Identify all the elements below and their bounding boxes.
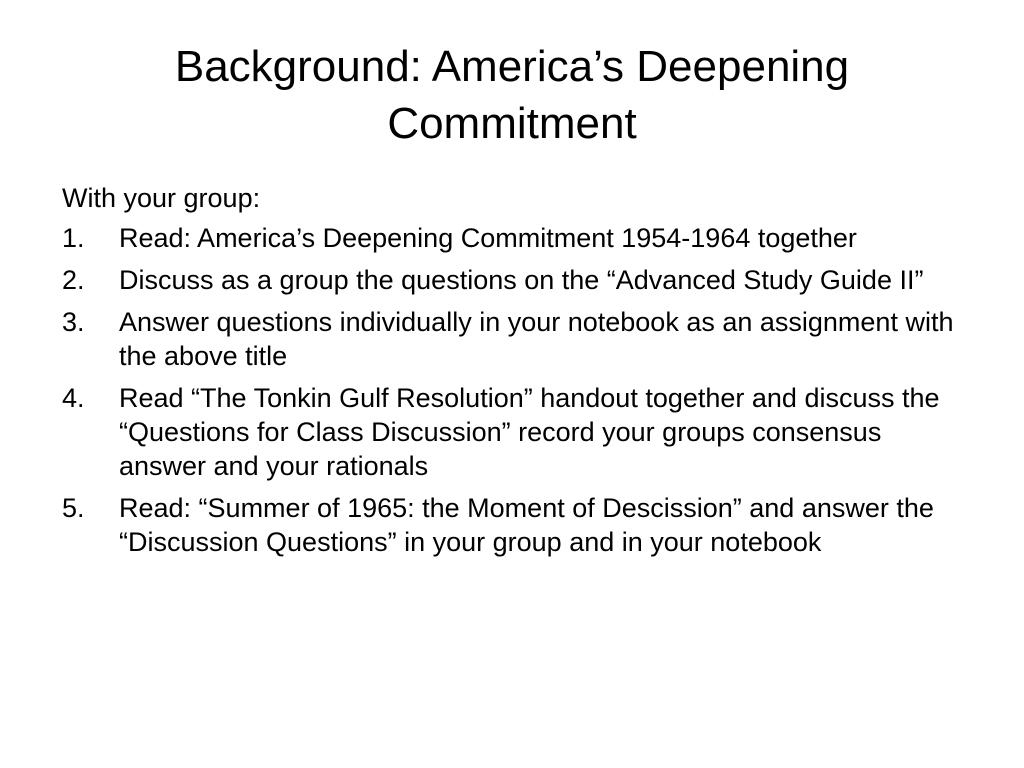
- list-item: [62, 221, 962, 255]
- step-list: [62, 221, 962, 559]
- item-text: Read “The Tonkin Gulf Resolution” handout together and discuss the “Questions for Class Discussion” record your groups consensus answer and your rationals: [119, 383, 940, 481]
- item-text: Answer questions individually in your notebook as an assignment with the above title: [119, 307, 954, 371]
- item-number: 2.: [62, 265, 85, 295]
- item-number: 1.: [62, 223, 85, 253]
- list-item: [62, 491, 962, 559]
- list-item: [62, 263, 962, 297]
- item-number: 3.: [62, 307, 85, 337]
- list-item: [62, 305, 962, 373]
- item-number: 4.: [62, 383, 85, 413]
- list-item: [62, 381, 962, 483]
- item-text: Read: “Summer of 1965: the Moment of Descission” and answer the “Discussion Questions” in your group and in your notebook: [119, 493, 934, 557]
- slide-body: [62, 181, 962, 567]
- item-text: Discuss as a group the questions on the “Advanced Study Guide II”: [119, 265, 924, 295]
- item-number: 5.: [62, 493, 85, 523]
- slide-title: Background: America’s Deepening Commitment: [174, 42, 850, 148]
- intro-text: With your group:: [62, 183, 261, 213]
- item-text: Read: America’s Deepening Commitment 1954-1964 together: [119, 223, 857, 253]
